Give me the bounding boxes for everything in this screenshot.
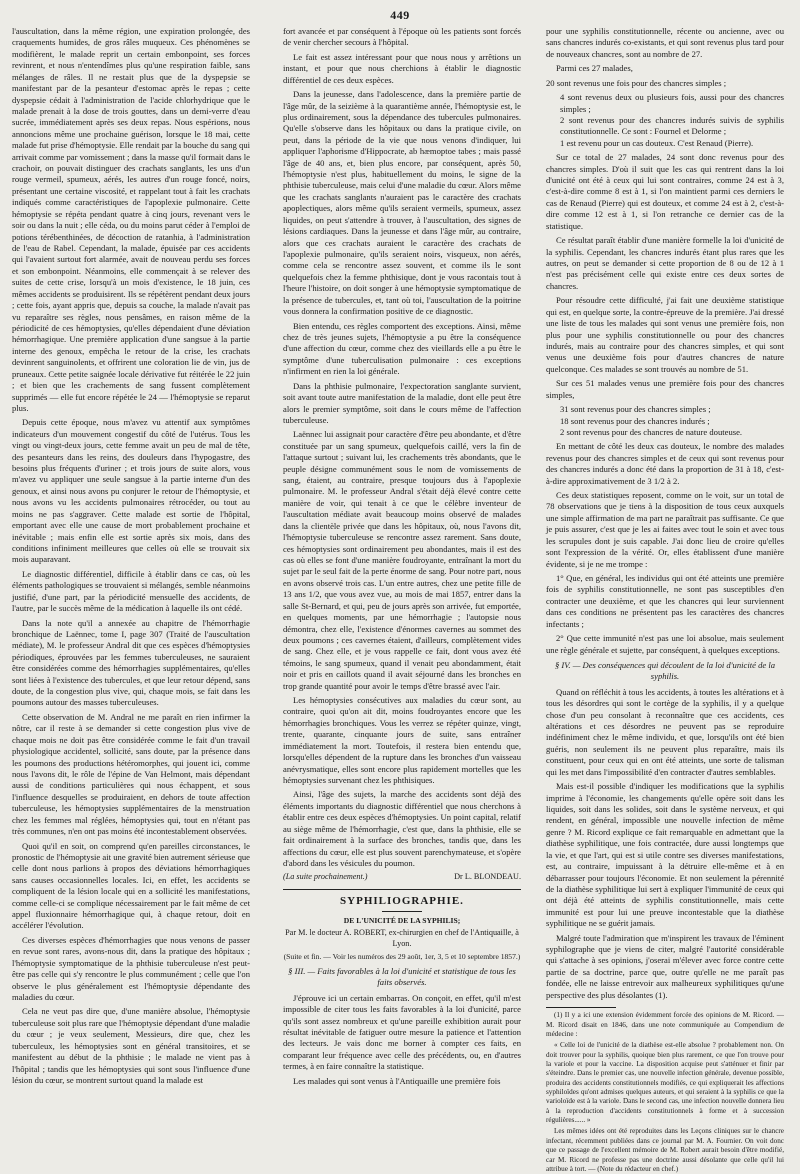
paragraph: Bien entendu, ces règles comportent des exceptions. Ainsi, même chez de très jeunes sujets, l'hémoptysie a pu être la conséquence d'une affection du cœur, comme chez des vieillards elle a pu être le symptôme d'une tuberculisation pulmonaire : ces exceptions n'infirment en rien la loi générale. xyxy=(283,320,521,377)
footnote-divider xyxy=(546,1007,616,1008)
list-item: 2 sont revenus pour des chancres indurés suivis de syphilis constitutionnelle. Ce sont : Fournel et Delorme ; xyxy=(560,114,784,137)
paragraph: Pour résoudre cette difficulté, j'ai fait une deuxième statistique qui est, en quelque sorte, la contre-épreuve de la première. J'ai dressé une liste de tous les malades qui sont venus une première fois, non plus pour une syphilis constitutionnelle ou pour des chancres indurés, mais au contraire pour des chancres simples, et qui sont venus une deuxième fois pour d'autres chancres de nature quelconque. Ces malades se sont trouvés au nombre de 51. xyxy=(546,295,784,374)
paragraph: 1° Que, en général, les individus qui ont été atteints une première fois de syphilis constitutionnelle, ne sont pas susceptibles d'en contracter une deuxième, et que les chancres qui leur surviennent dans ces conditions ne présentent pas les caractères des chancres infectants ; xyxy=(546,572,784,629)
author-name: Dr L. BLONDEAU. xyxy=(454,872,521,882)
list-item: 31 sont revenus pour des chancres simples ; xyxy=(560,404,711,415)
paragraph: Ainsi, l'âge des sujets, la marche des accidents sont déjà des éléments importants du diagnostic différentiel que nous cherchons à établir entre ces deux espèces d'hémoptysies. Un point capital, relatif au siège même de l'hémorrhagie, c'est que, dans la phthisie, elle se fait ordinairement à la surface des bronches, tandis que, dans les affections du cœur, elle est plus souvent parenchymateuse, et s'opère d'abord dans les vésicules du poumon. xyxy=(283,789,521,868)
paragraph: Cette observation de M. Andral ne me paraît en rien infirmer la nôtre, car il reste à se demander si cette congestion plus vive de chaque mois ne doit pas être considérée comme le fait d'un travail physiologique accidentel, sollicité, sans doute, par la présence dans les poumons des productions hétéromorphes, qui jouent ici, comme nous l'avons dit, le rôle de l'épine de Van Helmont, mais dépendant aussi de conditions particulières qui nous échappent, et sous l'influence desquelles se produiraient, en dehors de toute affection tuberculeuse, les hémoptysies supplémentaires de la menstruation chez les femmes mal réglées, hémoptysies qui, tout en n'étant pas très communes, n'en ont pas moins été incontestablement observées. xyxy=(12,711,250,837)
article-reference: (Suite et fin. — Voir les numéros des 29 août, 1er, 3, 5 et 10 septembre 1857.) xyxy=(283,951,521,961)
paragraph: Cela ne veut pas dire que, d'une manière absolue, l'hémoptysie tuberculeuse soit plus rare que l'hémoptysie dépendant d'une maladie du cœur ; je veux seulement, Messieurs, dire que, chez les tuberculeux, les hémoptysies sont en général transitoires, et se manifestent au début de la phthisie ; le malade ne vient pas à l'hôpital ; tandis que les hémoptysies qui sont sous l'influence d'une lésion du cœur, se montrent surtout quand la malade est xyxy=(12,1006,250,1085)
footnotes xyxy=(546,1011,784,1174)
list-title: 20 sont revenus une fois pour des chancres simples ; xyxy=(546,77,727,88)
paragraph: Mais est-il possible d'indiquer les modifications que la syphilis imprime à l'économie, les changements qu'elle opère soit dans les liquides, soit dans les solides, soit dans le système nerveux, et qui rendent, en général, impossible une nouvelle infection de même genre ? M. Ricord explique ce fait remarquable en admettant que la diathèse syphilitique, une fois contractée, dure aussi longtemps que la vie, et que l'art, qui est si utile contre ses diverses manifestations, est, au contraire, impuissant à la détruire elle-même et à en débarrasser pour toujours l'économie. Et non seulement la pérennité de la diathèse syphilitique lui sert à expliquer l'immunité de ceux qui ont déjà été atteints de syphilis constitutionnelle, mais cette immunité est pour lui une preuve incontestable que la diathèse syphilitique ne se guérit jamais. xyxy=(546,781,784,929)
subsection-heading: § IV. — Des conséquences qui découlent de la loi d'unicité de la syphilis. xyxy=(554,659,776,682)
paragraph: Le fait est assez intéressant pour que nous nous y arrêtions un instant, et pour que nous cherchions à établir le diagnostic différentiel de ces deux espèces. xyxy=(283,51,521,85)
column-left xyxy=(12,26,250,1102)
paragraph: Dans la note qu'il a annexée au chapitre de l'hémorrhagie bronchique de Laënnec, tome I, page 307 (Traité de l'auscultation médiate), M. le professeur Andral dit que ces espèces d'hémoptysies périodiques, éprouvées par les femmes tuberculeuses, ne sauraient être considérées comme des hémorrhagies supplémentaires, qu'elles sont liées à l'existence des tubercules, et que leur retour dépend, sans doute, de la congestion plus vive, qui, chaque mois, se fait dans les poumons autour des masses tuberculeuses. xyxy=(12,617,250,708)
footnote: Les mêmes idées ont été reproduites dans les Leçons cliniques sur le chancre infectant, récemment publiées dans ce journal par M. A. Fournier. On voit donc que ce passage de l'excellent mémoire de M. Robert aurait besoin d'être modifié, car M. Ricord ne professe pas une doctrine aussi désolante que celle qu'il lui attribue à tort. — (Note du rédacteur en chef.) xyxy=(546,1127,784,1173)
paragraph: Parmi ces 27 malades, xyxy=(556,63,633,74)
paragraph: Les malades qui sont venus à l'Antiquaille une première fois xyxy=(293,1075,501,1086)
list-item: 1 est revenu pour un cas douteux. C'est Renaud (Pierre). xyxy=(560,137,754,148)
heading-divider xyxy=(382,911,422,912)
column-right xyxy=(546,26,784,1173)
statistics-list xyxy=(546,404,784,438)
subsection-heading: § III. — Faits favorables à la loi d'unicité et statistique de tous les faits observés. xyxy=(288,965,516,988)
paragraph: Laënnec lui assignait pour caractère d'être peu abondante, et d'être constituée par un sang spumeux, quelquefois caillé, vers la fin de l'attaque surtout ; suivant lui, les crachements très abondants, que le peuple désigne communément sous le nom de vomissements de sang, étaient, au contraire, presque toujours dus à l'apoplexie pulmonaire. M. le professeur Andral s'était déjà élevé contre cette manière de voir, qui tenait à ce que le célèbre inventeur de l'auscultation médiate avait beaucoup moins observé de malades dans la clientèle privée que dans les hôpitaux, où, nous l'avons dit, l'hémoptysie tuberculeuse se rencontre assez rarement. Sans doute, ces hémoptysies sont ordinairement peu abondantes, mais il est des cas où elles se font d'une manière foudroyante, entraînant la mort du sujet par le seul fait de la perte énorme de sang. Pour notre part, nous en avons observé trois cas. L'un entre autres, chez une petite fille de 13 ans 1/2, que vous avez vue, au mois de mai 1857, entrer dans la salle St-Bernard, et qui, peu de jours après son arrivée, fut emportée, en quelques moments, par une hémorrhagie ; l'autopsie nous démontra, chez elle, l'existence d'énormes cavernes au sommet des deux poumons ; ces cavernes étaient, d'ailleurs, complètement vides de sang. Chez elle, et je vous rappelle ce fait, dont vous avez été témoins, le sang spumeux, quand il venait peu abondamment, était noir et pris en caillots quand il avait séjourné dans les bronches en trop grande quantité pour avoir le temps d'être brassé avec l'air. xyxy=(283,429,521,691)
section-divider xyxy=(283,889,521,890)
continued-note: (La suite prochainement.) xyxy=(283,872,368,882)
paragraph: Le diagnostic différentiel, difficile à établir dans ce cas, où les éléments pathologiques se trouvaient si mélangés, semble néanmoins justifié, d'une part, par la périodicité mensuelle des accidents, de l'autre, par le succès même de la médication à laquelle ils ont cédé. xyxy=(12,568,250,614)
paragraph: Ces diverses espèces d'hémorrhagies que nous venons de passer en revue sont rares, avons-nous dit, dans la pratique des hôpitaux ; l'hémoptysie symptomatique de la phthisie tuberculeuse n'est peut-être pas celle qui s'y rencontre le plus communément ; celle que l'on observe le plus généralement est l'hémoptysie dépendante des maladies du cœur. xyxy=(12,934,250,1003)
paragraph: Quoi qu'il en soit, on comprend qu'en pareilles circonstances, le pronostic de l'hémoptysie ait une gravité bien autrement sérieuse que celle dont nous parlions à propos des déviations hémorrhagiques sans causes occasionnelles locales. Ici, en effet, les accidents se compliquent de la lésion locale qui en a sollicité les manifestations, comme celle-ci se complique nécessairement par le fait même de cet appel fluxionnaire hémorrhagique qui, à chaque retour, doit en accélérer l'évolution. xyxy=(12,840,250,931)
list-item: 18 sont revenus pour des chancres indurés ; xyxy=(560,415,710,426)
article-byline: Par M. le docteur A. ROBERT, ex-chirurgien en chef de l'Antiquaille, à Lyon. xyxy=(285,928,519,948)
column-middle xyxy=(283,26,521,1102)
paragraph: 2° Que cette immunité n'est pas une loi absolue, mais seulement une règle générale et sujette, par conséquent, à quelques exceptions. xyxy=(546,633,784,655)
section-heading: SYPHILIOGRAPHIE. xyxy=(340,895,464,908)
list-item: 4 sont revenus deux ou plusieurs fois, aussi pour des chancres simples ; xyxy=(560,92,784,114)
paragraph: Quand on réfléchit à tous les accidents, à toutes les altérations et à tous les désordres qui sont le cortège de la syphilis, il y a quelque chose d'un peu consolant à reconnaître que ces accidents, ces altérations et ces désordres ne peuvent pas se reproduire indéfiniment chez le même individu, et que, lorsqu'ils ont été bien guéris, non seulement ils ne peuvent plus reparaître, mais ils constituent, pour ceux qui en ont été atteints, une sorte de talisman qui les met dans l'impossibilité d'en contracter d'autres semblables. xyxy=(546,686,784,777)
paragraph: Depuis cette époque, nous m'avez vu attentif aux symptômes indicateurs d'un mouvement congestif du côté de l'utérus. Tous les vingt ou vingt-deux jours, cette femme avait un peu de mal de tête, des pesanteurs dans les reins, des douleurs dans l'hypogastre, des besoins plus fréquents d'uriner ; et trois jours de suite alors, vous m'avez vu appliquer une seule sangsue à la partie interne d'un des genoux, et ainsi nous avons pu conjurer le retour de l'hémoptysie, et nous avons vu les accidents pulmonaires rétrocéder, ou tout au moins ne pas s'aggraver. Cette malade est sortie de l'hôpital, emportant avec elle une cause de mort probablement prochaine et inévitable ; mais enfin elle est sortie après six mois, dans des conditions infiniment meilleures que celles où elle se trouvait six mois auparavant. xyxy=(12,417,250,565)
paragraph: l'auscultation, dans la même région, une expiration prolongée, des craquements humides, de gros râles muqueux. Ces phénomènes se modifièrent, le malade reprit un certain embonpoint, ses forces revinrent, et nous n'entendîmes plus qu'une respiration faible, sans mélanges de râles. Il ne restait plus que de la dyspepsie se manifestant par de la pesanteur d'estomac après le repas ; cette dyspepsie cédait à l'administration de l'acide chlorhydrique que le malade prenait à la dose de trois gouttes, dans un demi-verre d'eau sucrée, immédiatement après ses deux repas. Nous espérions, nous annoncions même une prochaine guérison, lorsque le 18 mai, cette malade fut prise d'hémoptysie. Elle rendait par la bouche du sang qui arrivait comme par vomissement ; dans la masse qu'il formait dans le crachoir, on pouvait distinguer des crachats sanglants, les uns d'un rouge vermeil, spumeux, aérés, les autres d'un rouge foncé, noirs, présentant une certaine viscosité, et rappelant tout à fait les crachats indiqués comme caractéristiques de l'apoplexie pulmonaire. Cette hémoptysie se répéta pendant quatre à cinq jours, revenant vers le soir ou dans la nuit ; elle céda, ou du moins parut céder à l'emploi de potions térébenthinées, de décoction de ratanhia, à l'administration de l'eau de Rabel. Cependant, la malade, épuisée par ces accidents qui l'avaient surtout fort alarmée, avait de nouveau perdu ses forces et son embonpoint. Néanmoins, elle commençait à se relever des suites de cette crise, lorsqu'à un mois d'existence, le 18 juin, ces mêmes accidents se produisirent. Ils se répétèrent pendant deux jours ; cette fois, ayant appris que, depuis sa couche, la malade n'avait pas vu reparaître ses règles, nous pensâmes, en raison même de la périodicité de ces hémoptysies, qu'elles dépendaient d'une déviation hémorrhagique. Une première application d'une sangsue à la partie interne des genoux, empêcha le retour de la crise, les crachats devinrent sanguinolents, et offrirent une coloration lie de vin, jus de pruneaux. Cette petite saignée locale dérivative fut réitérée le 22 juin ; et bien que les crachements de sang fussent complètement supprimés — elle fut encore répétée le 24 — l'hémoptysie se reparut plus. xyxy=(12,26,250,413)
paragraph: Dans la phthisie pulmonaire, l'expectoration sanglante survient, soit avant toute autre manifestation de la maladie, dont elle peut être alors le premier symptôme, soit dans le cours même de l'affection tuberculeuse. xyxy=(283,380,521,425)
paragraph: Malgré toute l'admiration que m'inspirent les travaux de l'éminent syphilographe que je viens de citer, malgré l'autorité considérable qui s'attache à ses opinions, j'oserai m'élever avec force contre cette partie de sa doctrine, parce que, outre qu'elle ne me paraît pas fondée, elle ne laisse entrevoir aux malheureux syphilitiques qu'une perspective des plus désolantes (1). xyxy=(546,932,784,1000)
article-title: DE L'UNICITÉ DE LA SYPHILIS; xyxy=(343,915,461,925)
paragraph: Ce résultat paraît établir d'une manière formelle la loi d'unicité de la syphilis. Cependant, les chancres indurés étant plus rares que les autres, on peut se demander si cette proportion de 8 ou de 12 à 1 n'est pas précisément celle qui existe entre ces deux sortes de chancres. xyxy=(546,235,784,291)
paragraph: Dans la jeunesse, dans l'adolescence, dans la première partie de l'âge mûr, de la seizième à la quarantième année, l'hémoptysie est, le plus ordinairement, sous la dépendance des tubercules pulmonaires. Qu'elle s'observe dans les hôpitaux ou dans la pratique civile, on peut, dans la période de la vie que nous venons d'indiquer, lui appliquer l'aphorisme d'Hippocrate, ab hæmoptoe tabes ; mais passé l'âge de 40 ans, et, bien plus encore, par conséquent, après 50, l'hémoptysie n'est plus, habituellement du moins, le signe de la phthisie tuberculeuse, mais celui d'une maladie du cœur. Alors même que les crachats sanglants n'auraient pas le caractère des crachats apoplectiques, alors même qu'ils seraient vermeils, spumeux, assez liquides, on peut s'attendre à trouver, à l'auscultation, des signes de lésions cardiaques. Dans la jeunesse et dans l'âge mûr, au contraire, alors que ces crachats auraient le caractère des crachats de l'apoplexie pulmonaire, qu'ils seraient noirs, visqueux, non aérés, comme cela se rencontre assez souvent, et comme ils le sont quelquefois chez la femme phthisique, dont je vous racontais tout à l'heure l'histoire, on doit songer à une hémoptysie symptomatique de la présence de tubercules, et, tant où toi, l'auscultation de la poitrine vous donnera la confirmation positive de ce diagnostic. xyxy=(283,89,521,317)
paragraph: Les hémoptysies consécutives aux maladies du cœur sont, au contraire, quoi qu'on ait dit, moins foudroyantes encore que les hémorrhagies bronchiques. Vous les verrez se répéter quinze, vingt, trente, quarante, cinquante jours de suite, sans entraîner immédiatement la mort. Toutefois, il restera bien entendu que, lorsqu'elles dépendent de la rupture dans les bronches d'un vaisseau anévrysmatique, elles sont encore plus rapidement mortelles que les hémoptysies survenant chez les phthisiques. xyxy=(283,695,521,785)
paragraph: pour une syphilis constitutionnelle, récente ou ancienne, avec ou sans chancres indurés co-existants, et qui sont revenus plus tard pour de nouveaux chancres, sont au nombre de 27. xyxy=(546,26,784,59)
paragraph: Sur ce total de 27 malades, 24 sont donc revenus pour des chancres simples. D'où il suit que les cas qui rentrent dans la loi d'unicité ont été à ceux qui lui sont contraires, comme 24 est à 3, c'est-à-dire comme 8 est à 1, si l'on maintient parmi ces derniers le cas de Renaud (Pierre) qui est douteux, et comme 24 est à 2, c'est-à-dire comme 12 est à 1, si l'on retranche ce dernier cas de la statistique. xyxy=(546,152,784,231)
footnote: « Celle loi de l'unicité de la diathèse est-elle absolue ? probablement non. On doit trouver pour la syphilis, quoique bien plus rarement, ce que l'on trouve pour la variole et pour la vaccine. La disposition acquise peut s'atténuer et finir par s'éteindre. Dans le premier cas, une nouvelle infection générale, devenue possible, produira des accidents constitutionnels modifiés, ce qui expliquerait les affections syphiloïdes qu'ont admises quelques auteurs, et qui seraient à la syphilis ce que la varioloïde est à la variole. Dans le second cas, une infection nouvelle donnera lieu à la reproduction d'accidents constitutionnels à forme et à succession régulières...... » xyxy=(546,1041,784,1125)
page-number: 449 xyxy=(390,8,410,22)
paragraph: J'éprouve ici un certain embarras. On conçoit, en effet, qu'il m'est impossible de citer tous les faits favorables à la loi d'unicité, parce qu'ils sont assez nombreux et qu'une pareille exhibition aurait pour résultat inévitable de fatiguer outre mesure la patience et l'attention des lecteurs. Je vais donc me borner à compter ces faits, en comparant leur fréquence avec celle des précédents, ou, en d'autres termes, à en faire connaître la statistique. xyxy=(283,992,521,1072)
article-signature xyxy=(283,872,521,883)
statistics-list xyxy=(546,92,784,149)
paragraph: En mettant de côté les deux cas douteux, le nombre des malades revenus pour des chancres simples et de ceux qui sont revenus pour des chancres indurés a donc été dans la proportion de 31 à 18, c'est-à-dire approximativement de 3 1/2 à 2. xyxy=(546,441,784,486)
paragraph: Sur ces 51 malades venus une première fois pour des chancres simples, xyxy=(546,378,784,400)
footnote: (1) Il y a ici une extension évidemment forcée des opinions de M. Ricord. — M. Ricord disait en 1846, dans une note communiquée au Compendium de médecine : xyxy=(546,1011,784,1038)
list-item: 2 sont revenus pour des chancres de nature douteuse. xyxy=(560,426,743,437)
paragraph: fort avancée et par conséquent à l'époque où les patients sont forcés de venir chercher secours à l'hôpital. xyxy=(283,26,521,48)
paragraph: Ces deux statistiques reposent, comme on le voit, sur un total de 78 observations que je tiens à la disposition de tous ceux auxquels une simple affirmation de ma part ne paraîtrait pas suffisante. Ce que je puis assurer, c'est que je les ai faites avec tout le soin et avec tous les scrupules dont je suis capable. J'ai donc lieu de croire qu'elles sont l'expression de la vérité. Or, elles établissent d'une manière évidente, si je ne me trompe : xyxy=(546,490,784,569)
